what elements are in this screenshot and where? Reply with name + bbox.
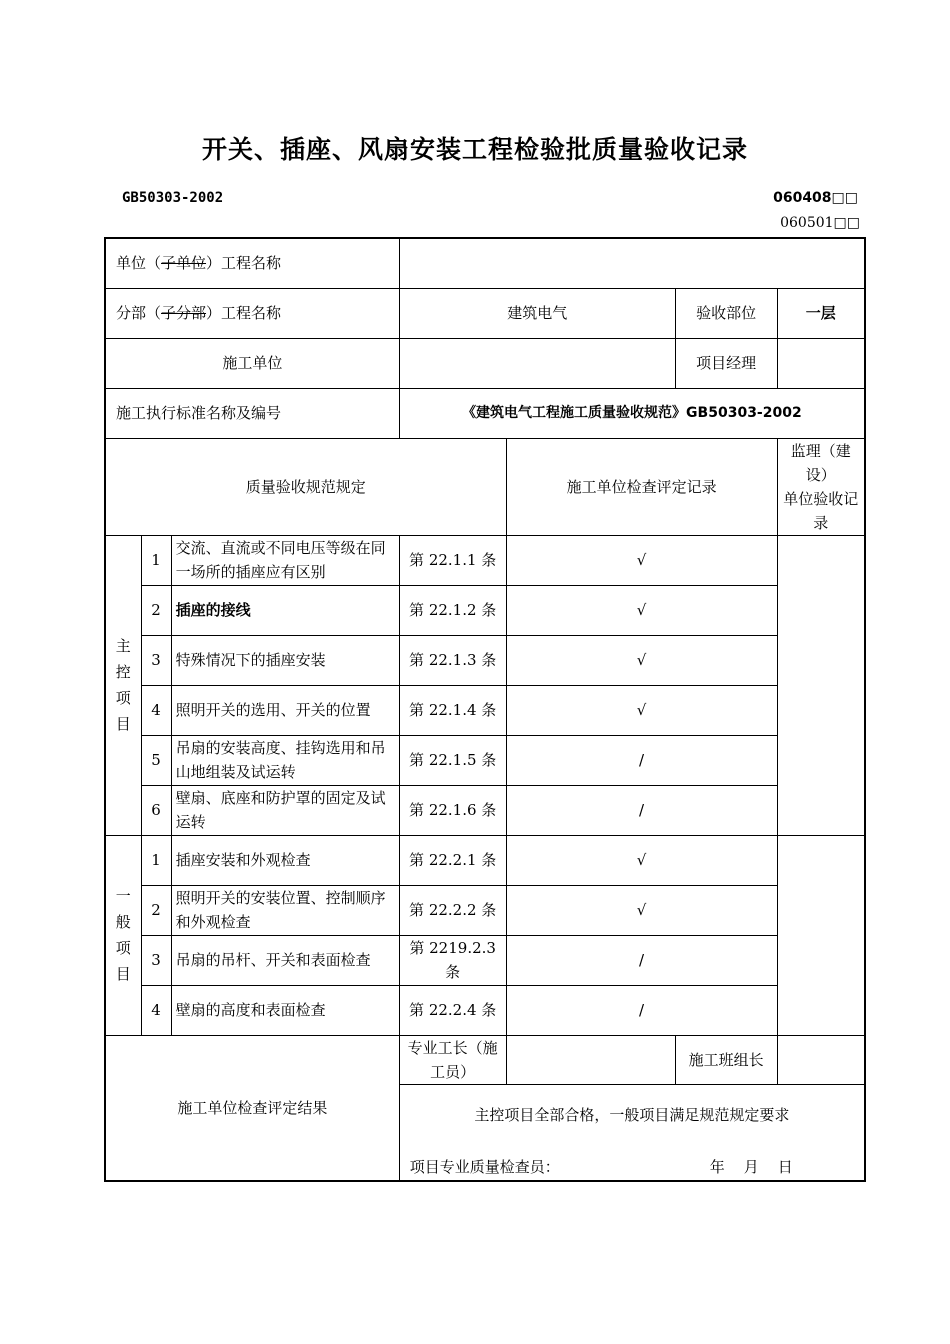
row-number: 3 (141, 635, 171, 685)
row-clause: 第 22.1.3 条 (399, 635, 506, 685)
row-text: 照明开关的选用、开关的位置 (171, 685, 399, 735)
page-title: 开关、插座、风扇安装工程检验批质量验收记录 (201, 135, 748, 164)
supervisor-record-main (777, 535, 865, 835)
table-code-1: 060408□□ (773, 190, 858, 206)
division-name-label: 分部（子分部）工程名称 (105, 288, 399, 338)
row-clause: 第 22.1.4 条 (399, 685, 506, 735)
supervisor-record-general (777, 835, 865, 1035)
row-result: √ (506, 685, 777, 735)
row-number: 2 (141, 885, 171, 935)
standard-code: GB50303-2002 (122, 190, 224, 206)
table-row (105, 535, 865, 585)
row-result: √ (506, 885, 777, 935)
project-manager-label: 项目经理 (675, 338, 777, 388)
row-result: √ (506, 535, 777, 585)
acceptance-part-value: 一层 (777, 288, 865, 338)
row-clause: 第 22.2.4 条 (399, 985, 506, 1035)
row-text: 壁扇的高度和表面检查 (171, 985, 399, 1035)
date-label: 年 月 日 (709, 1157, 795, 1176)
project-manager-value (777, 338, 865, 388)
table-code-2: 060501□□ (780, 215, 860, 231)
table-row (105, 735, 865, 785)
table-row (105, 885, 865, 935)
conclusion-text: 主控项目全部合格，一般项目满足规范规定要求 (474, 1105, 790, 1124)
contractor-check-column-header: 施工单位检查评定记录 (506, 438, 777, 535)
row-result: / (506, 735, 777, 785)
table-row (105, 685, 865, 735)
table-row (105, 785, 865, 835)
table-row (105, 935, 865, 985)
row-number: 6 (141, 785, 171, 835)
contractor-label: 施工单位 (105, 338, 399, 388)
row-text: 吊扇的吊杆、开关和表面检查 (171, 935, 399, 985)
row-text: 特殊情况下的插座安装 (171, 635, 399, 685)
row-result: / (506, 935, 777, 985)
row-clause: 第 22.1.5 条 (399, 735, 506, 785)
table-row (105, 985, 865, 1035)
table-row (105, 835, 865, 885)
table-row (105, 585, 865, 635)
table-row (105, 635, 865, 685)
unit-name-label: 单位（子单位）工程名称 (105, 238, 399, 288)
row-number: 2 (141, 585, 171, 635)
unit-name-value (399, 238, 865, 288)
contractor-result-label: 施工单位检查评定结果 (105, 1035, 399, 1181)
row-clause: 第 2219.2.3 条 (399, 935, 506, 985)
team-leader-label: 施工班组长 (675, 1035, 777, 1084)
main-items-group-label: 主 控 项 目 (105, 535, 141, 835)
row-text: 插座安装和外观检查 (171, 835, 399, 885)
exec-standard-value: 《建筑电气工程施工质量验收规范》GB50303-2002 (399, 388, 865, 438)
row-number: 1 (141, 535, 171, 585)
row-text: 吊扇的安装高度、挂钩选用和吊山地组装及试运转 (171, 735, 399, 785)
acceptance-record-table (104, 237, 866, 1182)
spec-column-header: 质量验收规范规定 (105, 438, 506, 535)
team-leader-value (777, 1035, 865, 1084)
supervisor-column-header: 监理（建设） 单位验收记录 (777, 438, 865, 535)
row-clause: 第 22.1.2 条 (399, 585, 506, 635)
acceptance-part-label: 验收部位 (675, 288, 777, 338)
general-items-group-label: 一 般 项 目 (105, 835, 141, 1035)
row-number: 4 (141, 985, 171, 1035)
row-result: √ (506, 635, 777, 685)
row-result: / (506, 785, 777, 835)
row-text: 交流、直流或不同电压等级在同一场所的插座应有区别 (171, 535, 399, 585)
contractor-value (399, 338, 675, 388)
row-number: 4 (141, 685, 171, 735)
row-text: 插座的接线 (171, 585, 399, 635)
row-clause: 第 22.1.6 条 (399, 785, 506, 835)
row-clause: 第 22.2.2 条 (399, 885, 506, 935)
row-clause: 第 22.1.1 条 (399, 535, 506, 585)
inspector-label: 项目专业质量检查员： (409, 1157, 560, 1176)
row-result: / (506, 985, 777, 1035)
exec-standard-label: 施工执行标准名称及编号 (105, 388, 399, 438)
foreman-value (506, 1035, 675, 1084)
row-number: 3 (141, 935, 171, 985)
row-number: 1 (141, 835, 171, 885)
row-text: 壁扇、底座和防护罩的固定及试运转 (171, 785, 399, 835)
row-result: √ (506, 835, 777, 885)
row-number: 5 (141, 735, 171, 785)
foreman-label: 专业工长（施工员） (399, 1035, 506, 1084)
row-text: 照明开关的安装位置、控制顺序和外观检查 (171, 885, 399, 935)
row-clause: 第 22.2.1 条 (399, 835, 506, 885)
row-result: √ (506, 585, 777, 635)
conclusion-box (399, 1084, 865, 1181)
division-name-value: 建筑电气 (399, 288, 675, 338)
